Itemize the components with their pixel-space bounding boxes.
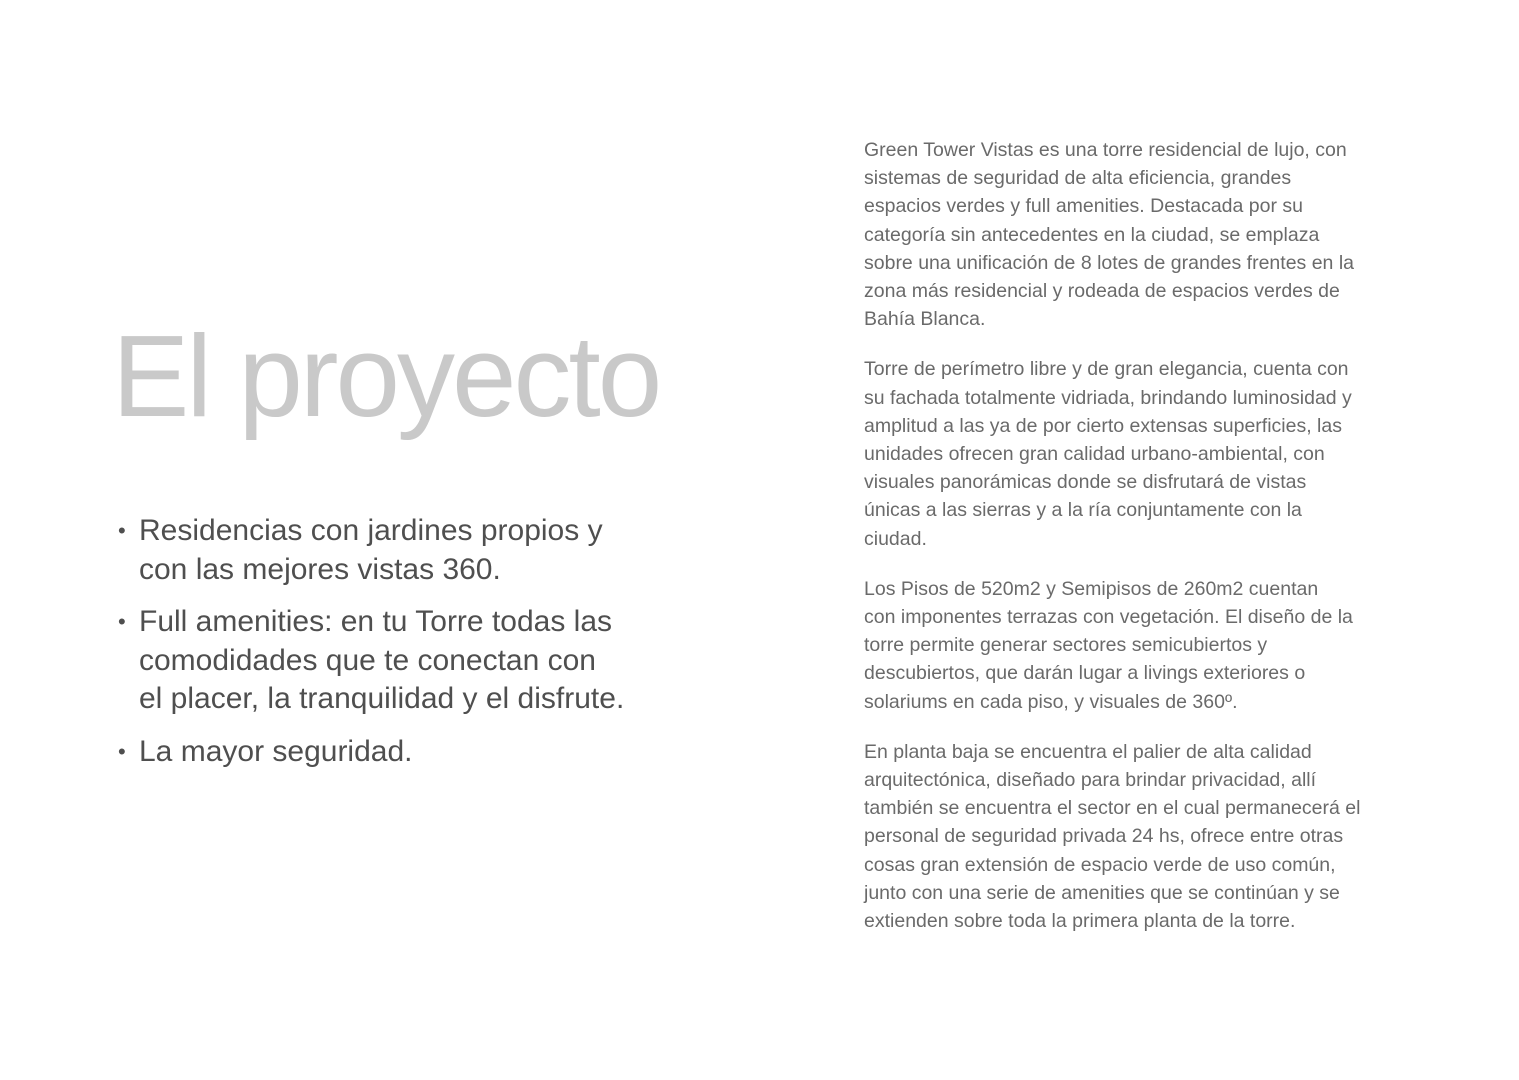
bullet-dot-icon: •: [118, 609, 126, 634]
paragraph-line: espacios verdes y full amenities. Destacada por su: [864, 195, 1303, 218]
description-paragraph: [864, 575, 1409, 716]
description-paragraph: [864, 136, 1409, 333]
paragraph-line: Bahía Blanca.: [864, 308, 986, 331]
description-paragraph: [864, 738, 1409, 935]
feature-line: comodidades que te conectan con: [139, 643, 596, 677]
paragraph-line: unidades ofrecen gran calidad urbano-ambiental, con: [864, 443, 1325, 466]
paragraph-line: cosas gran extensión de espacio verde de uso común,: [864, 853, 1336, 876]
paragraph-line: ciudad.: [864, 527, 927, 550]
paragraph-line: personal de seguridad privada 24 hs, ofrece entre otras: [864, 825, 1344, 848]
paragraph-line: Torre de perímetro libre y de gran elegancia, cuenta con: [864, 358, 1349, 381]
paragraph-line: torre permite generar sectores semicubiertos y: [864, 634, 1268, 657]
feature-line: el placer, la tranquilidad y el disfrute.: [139, 682, 625, 715]
paragraph-line: únicas a las sierras y a la ría conjuntamente con la: [864, 499, 1302, 522]
paragraph-line: arquitectónica, diseñado para brindar privacidad, allí: [864, 769, 1317, 792]
paragraph-line: extienden sobre toda la primera planta de la torre.: [864, 910, 1296, 933]
paragraph-line: su fachada totalmente vidriada, brindando luminosidad y: [864, 386, 1352, 409]
page-title: El proyecto: [112, 311, 660, 441]
paragraph-line: sistemas de seguridad de alta eficiencia, grandes: [864, 167, 1292, 190]
paragraph-line: visuales panorámicas donde se disfrutará de vistas: [864, 471, 1307, 494]
paragraph-line: sobre una unificación de 8 lotes de grandes frentes en la: [864, 251, 1354, 274]
paragraph-line: Los Pisos de 520m2 y Semipisos de 260m2 cuentan: [864, 577, 1319, 600]
feature-item: [118, 512, 718, 589]
paragraph-line: zona más residencial y rodeada de espacios verdes de: [864, 280, 1340, 303]
feature-line: Residencias con jardines propios y: [139, 514, 603, 547]
paragraph-line: categoría sin antecedentes en la ciudad, se emplaza: [864, 223, 1320, 246]
description-column: [864, 136, 1409, 957]
paragraph-line: amplitud a las ya de por cierto extensas superficies, las: [864, 414, 1342, 437]
bullet-dot-icon: •: [118, 738, 126, 764]
description-paragraph: [864, 355, 1409, 552]
paragraph-line: con imponentes terrazas con vegetación. El diseño de la: [864, 606, 1353, 629]
paragraph-line: también se encuentra el sector en el cual permanecerá el: [864, 797, 1361, 820]
paragraph-line: solariums en cada piso, y visuales de 360º.: [864, 690, 1238, 713]
paragraph-line: En planta baja se encuentra el palier de alta calidad: [864, 740, 1312, 763]
paragraph-line: Green Tower Vistas es una torre residencial de lujo, con: [864, 139, 1347, 161]
feature-list: [118, 512, 718, 785]
feature-item: [118, 603, 718, 719]
feature-item: [118, 733, 718, 772]
feature-line: La mayor seguridad.: [139, 734, 413, 768]
bullet-dot-icon: •: [118, 518, 126, 543]
paragraph-line: junto con una serie de amenities que se continúan y se: [864, 881, 1340, 904]
feature-line: con las mejores vistas 360.: [139, 552, 501, 586]
paragraph-line: descubiertos, que darán lugar a livings exteriores o: [864, 662, 1306, 685]
feature-line: Full amenities: en tu Torre todas las: [139, 605, 613, 638]
